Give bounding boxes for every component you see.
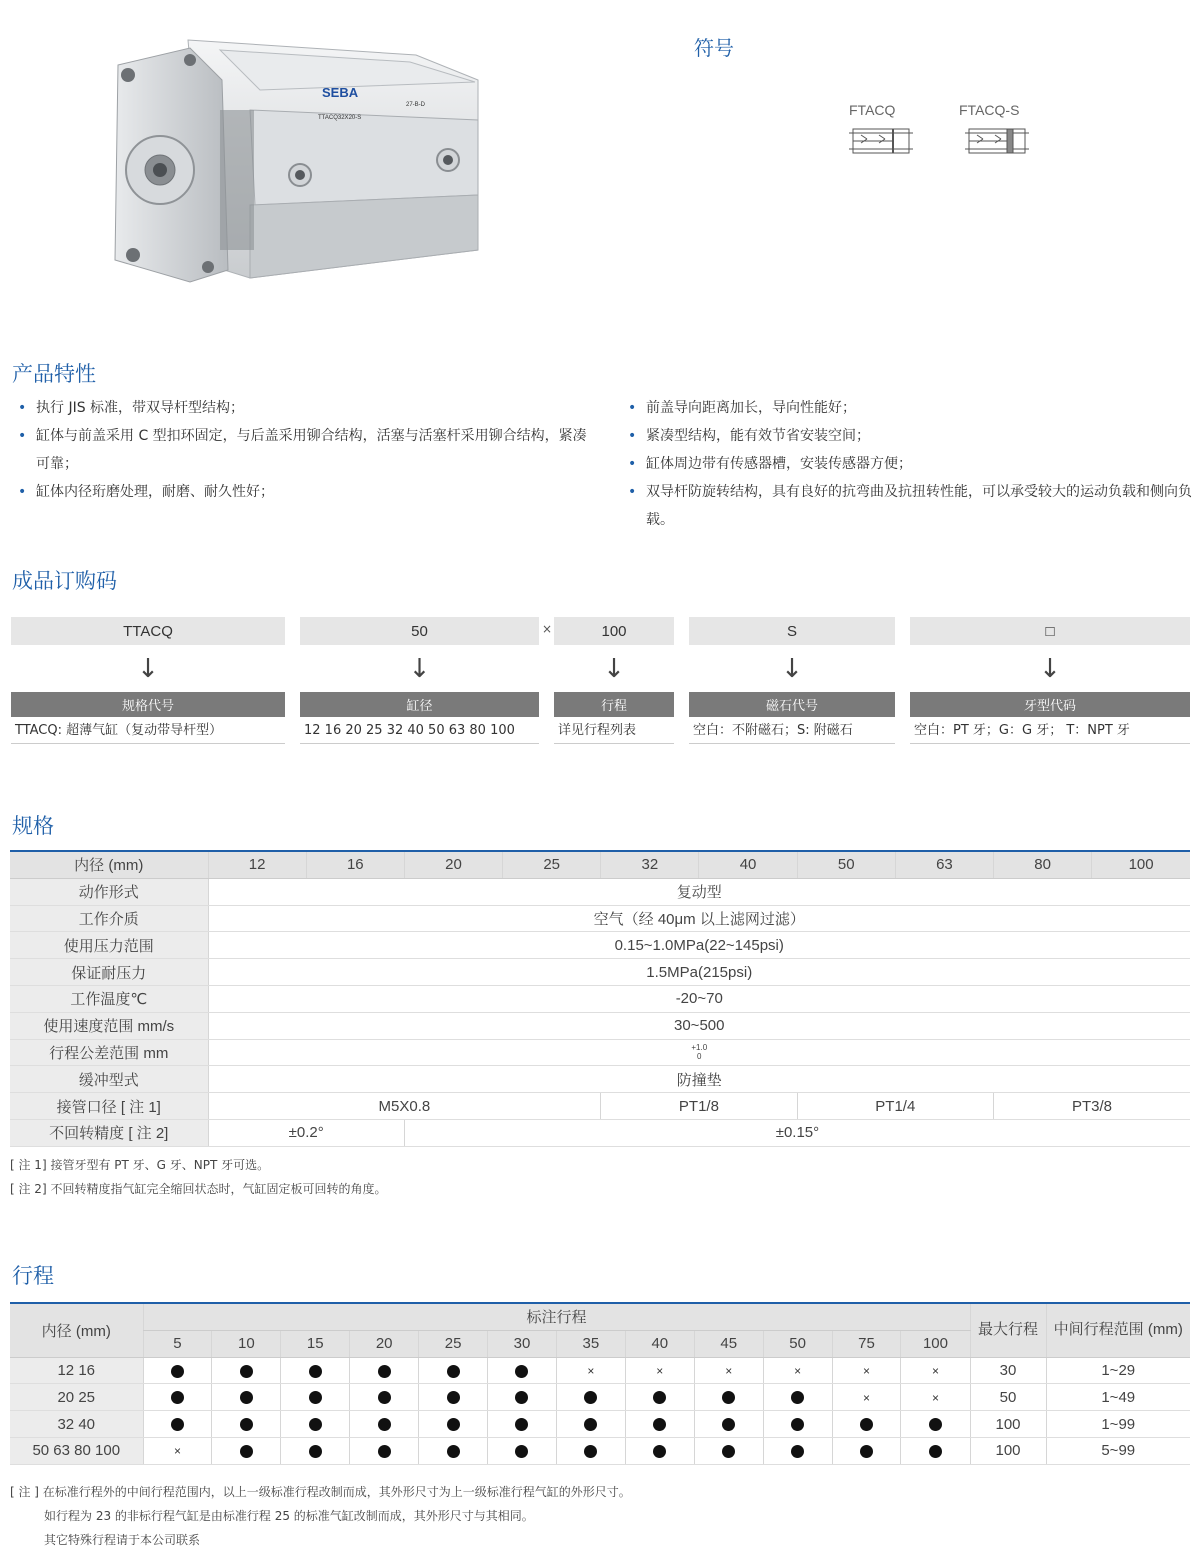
unavailable-cross-icon (694, 1357, 763, 1384)
stroke-title: 行程 (12, 1264, 54, 1288)
spec-port-value: M5X0.8 (208, 1093, 601, 1120)
order-code-head-magnet: 磁石代号 (689, 692, 895, 717)
order-code-head-stroke: 行程 (554, 692, 674, 717)
spec-row-value: 30~500 (208, 1012, 1190, 1039)
arrow-down-icon: ↓ (408, 654, 431, 684)
spec-bore: 50 (797, 851, 895, 878)
features-right-list (622, 394, 1196, 534)
unavailable-cross-icon (832, 1357, 901, 1384)
spec-row-label: 使用压力范围 (10, 932, 208, 959)
spec-bore: 40 (699, 851, 797, 878)
available-dot-icon (143, 1411, 212, 1438)
available-dot-icon (419, 1411, 488, 1438)
spec-header-label: 内径 (mm) (10, 851, 208, 878)
symbol-ftacq-icon (849, 123, 913, 159)
order-code-box-stroke: 100 (554, 617, 674, 645)
feature-item: • 缸体与前盖采用 C 型扣环固定，与后盖采用铆合结构，活塞与活塞杆采用铆合结构，紧凑可靠； (12, 422, 592, 478)
unavailable-cross-icon (901, 1357, 970, 1384)
spec-port-value: PT3/8 (994, 1093, 1191, 1120)
spec-table (10, 850, 1190, 1147)
available-dot-icon (350, 1437, 419, 1464)
dot-icon (171, 1391, 184, 1404)
available-dot-icon (350, 1411, 419, 1438)
dot-icon (584, 1445, 597, 1458)
spec-row-label: 工作介质 (10, 905, 208, 932)
dot-icon (171, 1418, 184, 1431)
spec-rotation-value: ±0.15° (404, 1119, 1190, 1146)
dot-icon (309, 1418, 322, 1431)
available-dot-icon (281, 1357, 350, 1384)
brand-text: SEBA (322, 85, 359, 100)
unavailable-cross-icon (556, 1357, 625, 1384)
tolerance-upper: +1.0 (691, 1043, 708, 1053)
symbol-label-ftacq-s: FTACQ-S (959, 102, 1020, 118)
dot-icon (929, 1418, 942, 1431)
available-dot-icon (212, 1411, 281, 1438)
spec-bore: 63 (895, 851, 993, 878)
spec-row-label: 行程公差范围 mm (10, 1039, 208, 1066)
available-dot-icon (901, 1437, 970, 1464)
dot-icon (240, 1418, 253, 1431)
order-code-desc-spec: TTACQ: 超薄气缸（复动带导杆型） (11, 718, 285, 744)
unavailable-cross-icon (625, 1357, 694, 1384)
stroke-bore: 20 25 (10, 1384, 143, 1411)
dot-icon (309, 1365, 322, 1378)
arrow-down-icon: ↓ (137, 654, 159, 684)
dot-icon (722, 1418, 735, 1431)
spec-bore: 20 (404, 851, 502, 878)
stroke-bore: 32 40 (10, 1411, 143, 1438)
stroke-range-label: 中间行程范围 (mm) (1046, 1303, 1190, 1357)
stroke-notes (10, 1480, 631, 1552)
order-code-box-magnet: S (689, 617, 895, 645)
table-row (10, 1119, 1190, 1146)
dot-icon (378, 1418, 391, 1431)
feature-item: • 紧凑型结构，能有效节省安装空间； (622, 422, 1196, 450)
spec-row-label: 使用速度范围 mm/s (10, 1012, 208, 1039)
spec-port-value: PT1/4 (797, 1093, 993, 1120)
stroke-note: [ 注 ] 在标准行程外的中间行程范围内，以上一级标准行程改制而成，其外形尺寸为上一级标准行程气缸的外形尺寸。 (10, 1485, 631, 1499)
order-code-title: 成品订购码 (12, 569, 117, 593)
order-code-desc-stroke: 详见行程列表 (554, 718, 674, 744)
stroke-max: 50 (970, 1384, 1046, 1411)
available-dot-icon (763, 1411, 832, 1438)
features-title: 产品特性 (12, 362, 96, 386)
stroke-range: 1~29 (1046, 1357, 1190, 1384)
available-dot-icon (488, 1384, 557, 1411)
dot-icon (791, 1391, 804, 1404)
table-row (10, 1437, 1190, 1464)
cross-icon: × (587, 1363, 595, 1378)
dot-icon (791, 1445, 804, 1458)
model-marking-text: TTACQ32X20-S (318, 115, 362, 121)
dot-icon (447, 1391, 460, 1404)
order-code-desc-magnet: 空白：不附磁石；S: 附磁石 (689, 718, 895, 744)
dot-icon (722, 1391, 735, 1404)
dot-icon (240, 1365, 253, 1378)
spec-rotation-value: ±0.2° (208, 1119, 404, 1146)
available-dot-icon (556, 1384, 625, 1411)
dot-icon (378, 1391, 391, 1404)
available-dot-icon (143, 1384, 212, 1411)
symbol-title: 符号 (694, 36, 734, 60)
table-row (10, 959, 1190, 986)
arrow-down-icon: ↓ (1039, 654, 1061, 684)
cross-icon: × (863, 1390, 871, 1405)
stroke-range: 1~49 (1046, 1384, 1190, 1411)
feature-item: • 缸体内径珩磨处理，耐磨、耐久性好； (12, 478, 592, 506)
symbol-ftacq-s-icon (965, 123, 1029, 159)
spec-row-value: 0.15~1.0MPa(22~145psi) (208, 932, 1190, 959)
spec-row-value: 防撞垫 (208, 1066, 1190, 1093)
dot-icon (309, 1391, 322, 1404)
available-dot-icon (763, 1384, 832, 1411)
stroke-max: 100 (970, 1411, 1046, 1438)
spec-row-value: 空气（经 40μm 以上滤网过滤） (208, 905, 1190, 932)
dot-icon (447, 1418, 460, 1431)
dot-icon (860, 1418, 873, 1431)
available-dot-icon (143, 1357, 212, 1384)
stroke-value: 25 (419, 1330, 488, 1357)
cross-icon: × (173, 1444, 181, 1459)
spec-note: [ 注 1] 接管牙型有 PT 牙、G 牙、NPT 牙可选。 (10, 1158, 270, 1172)
available-dot-icon (419, 1357, 488, 1384)
feature-item: • 执行 JIS 标准，带双导杆型结构； (12, 394, 592, 422)
available-dot-icon (488, 1357, 557, 1384)
table-row (10, 1066, 1190, 1093)
unavailable-cross-icon (901, 1384, 970, 1411)
cross-icon: × (656, 1363, 664, 1378)
cross-icon: × (931, 1363, 939, 1378)
dot-icon (860, 1445, 873, 1458)
table-row (10, 1411, 1190, 1438)
table-row (10, 905, 1190, 932)
dot-icon (447, 1365, 460, 1378)
table-row (10, 878, 1190, 905)
spec-row-label: 不回转精度 [ 注 2] (10, 1119, 208, 1146)
stroke-value: 40 (625, 1330, 694, 1357)
spec-row-label: 动作形式 (10, 878, 208, 905)
spec-row-label: 接管口径 [ 注 1] (10, 1093, 208, 1120)
spec-bore: 32 (601, 851, 699, 878)
unavailable-cross-icon (763, 1357, 832, 1384)
cross-icon: × (931, 1390, 939, 1405)
arrow-down-icon: ↓ (781, 654, 803, 684)
table-row (10, 1384, 1190, 1411)
table-row (10, 1012, 1190, 1039)
stroke-value: 45 (694, 1330, 763, 1357)
table-row (10, 1039, 1190, 1066)
dot-icon (653, 1445, 666, 1458)
available-dot-icon (901, 1411, 970, 1438)
spec-row-label: 保证耐压力 (10, 959, 208, 986)
dot-icon (240, 1391, 253, 1404)
available-dot-icon (419, 1437, 488, 1464)
stroke-max: 100 (970, 1437, 1046, 1464)
stroke-max-label: 最大行程 (970, 1303, 1046, 1357)
available-dot-icon (694, 1384, 763, 1411)
table-row (10, 1357, 1190, 1384)
cross-icon: × (794, 1363, 802, 1378)
features-left-list (12, 394, 592, 506)
spec-bore: 80 (994, 851, 1092, 878)
dot-icon (653, 1391, 666, 1404)
available-dot-icon (488, 1411, 557, 1438)
available-dot-icon (419, 1384, 488, 1411)
arrow-down-icon: ↓ (603, 654, 625, 684)
stroke-value: 100 (901, 1330, 970, 1357)
stroke-value: 20 (350, 1330, 419, 1357)
dot-icon (515, 1391, 528, 1404)
spec-bore: 100 (1092, 851, 1190, 878)
stroke-value: 50 (763, 1330, 832, 1357)
spec-bore: 12 (208, 851, 306, 878)
spec-port-value: PT1/8 (601, 1093, 797, 1120)
spec-row-label: 缓冲型式 (10, 1066, 208, 1093)
stroke-max: 30 (970, 1357, 1046, 1384)
stroke-bore: 12 16 (10, 1357, 143, 1384)
available-dot-icon (763, 1437, 832, 1464)
tolerance-lower: 0 (697, 1052, 702, 1062)
dot-icon (584, 1391, 597, 1404)
feature-item: • 缸体周边带有传感器槽，安装传感器方便； (622, 450, 1196, 478)
available-dot-icon (212, 1384, 281, 1411)
available-dot-icon (556, 1437, 625, 1464)
available-dot-icon (694, 1411, 763, 1438)
stroke-value: 5 (143, 1330, 212, 1357)
available-dot-icon (350, 1357, 419, 1384)
stroke-std-label: 标注行程 (143, 1303, 970, 1330)
spec-row-label: 工作温度℃ (10, 985, 208, 1012)
order-code-head-spec: 规格代号 (11, 692, 285, 717)
dot-icon (171, 1365, 184, 1378)
stroke-header-row (10, 1303, 1190, 1330)
spec-note: [ 注 2] 不回转精度指气缸完全缩回状态时，气缸固定板可回转的角度。 (10, 1182, 387, 1196)
available-dot-icon (350, 1384, 419, 1411)
order-code-desc-thread: 空白：PT 牙；G：G 牙； T：NPT 牙 (910, 718, 1190, 744)
spec-title: 规格 (12, 814, 54, 838)
cross-icon: × (863, 1363, 871, 1378)
spec-header-row (10, 851, 1190, 878)
available-dot-icon (488, 1437, 557, 1464)
available-dot-icon (832, 1437, 901, 1464)
stroke-bore: 50 63 80 100 (10, 1437, 143, 1464)
spec-row-value: -20~70 (208, 985, 1190, 1012)
spec-bore: 25 (503, 851, 601, 878)
available-dot-icon (281, 1437, 350, 1464)
unavailable-cross-icon (832, 1384, 901, 1411)
order-code-separator: × (542, 622, 553, 636)
available-dot-icon (281, 1384, 350, 1411)
available-dot-icon (625, 1411, 694, 1438)
table-row (10, 932, 1190, 959)
spec-notes (10, 1153, 386, 1201)
dot-icon (515, 1365, 528, 1378)
available-dot-icon (694, 1437, 763, 1464)
dot-icon (378, 1445, 391, 1458)
available-dot-icon (212, 1437, 281, 1464)
dot-icon (515, 1445, 528, 1458)
unavailable-cross-icon (143, 1437, 212, 1464)
stroke-range: 1~99 (1046, 1411, 1190, 1438)
stroke-note: 如行程为 23 的非标行程气缸是由标准行程 25 的标准气缸改制而成，其外形尺寸与其相同。 (44, 1509, 534, 1523)
dot-icon (929, 1445, 942, 1458)
dot-icon (791, 1418, 804, 1431)
code-marking-text: 27-B-D (406, 102, 426, 108)
stroke-value: 15 (281, 1330, 350, 1357)
dot-icon (309, 1445, 322, 1458)
dot-icon (240, 1445, 253, 1458)
stroke-value: 75 (832, 1330, 901, 1357)
stroke-value: 30 (488, 1330, 557, 1357)
order-code-box-spec: TTACQ (11, 617, 285, 645)
order-code-head-thread: 牙型代码 (910, 692, 1190, 717)
spec-tolerance-value (208, 1039, 1190, 1066)
spec-row-value: 复动型 (208, 878, 1190, 905)
dot-icon (515, 1418, 528, 1431)
stroke-value: 35 (556, 1330, 625, 1357)
dot-icon (447, 1445, 460, 1458)
stroke-table (10, 1302, 1190, 1465)
available-dot-icon (625, 1437, 694, 1464)
spec-row-value: 1.5MPa(215psi) (208, 959, 1190, 986)
available-dot-icon (625, 1384, 694, 1411)
symbol-label-ftacq: FTACQ (849, 102, 896, 118)
dot-icon (378, 1365, 391, 1378)
stroke-value: 10 (212, 1330, 281, 1357)
dot-icon (722, 1445, 735, 1458)
cylinder-product-image (100, 20, 500, 300)
order-code-head-bore: 缸径 (300, 692, 539, 717)
spec-bore: 16 (306, 851, 404, 878)
cross-icon: × (725, 1363, 733, 1378)
order-code-box-thread: □ (910, 617, 1190, 645)
available-dot-icon (556, 1411, 625, 1438)
order-code-box-bore: 50 (300, 617, 539, 645)
table-row (10, 985, 1190, 1012)
feature-item: • 前盖导向距离加长，导向性能好； (622, 394, 1196, 422)
dot-icon (653, 1418, 666, 1431)
order-code-desc-bore: 12 16 20 25 32 40 50 63 80 100 (300, 718, 539, 744)
dot-icon (584, 1418, 597, 1431)
stroke-header-label: 内径 (mm) (10, 1303, 143, 1357)
available-dot-icon (832, 1411, 901, 1438)
available-dot-icon (281, 1411, 350, 1438)
feature-item: • 双导杆防旋转结构，具有良好的抗弯曲及抗扭转性能，可以承受较大的运动负载和侧向负载。 (622, 478, 1196, 534)
table-row (10, 1093, 1190, 1120)
stroke-range: 5~99 (1046, 1437, 1190, 1464)
stroke-note: 其它特殊行程请于本公司联系 (44, 1533, 201, 1547)
available-dot-icon (212, 1357, 281, 1384)
